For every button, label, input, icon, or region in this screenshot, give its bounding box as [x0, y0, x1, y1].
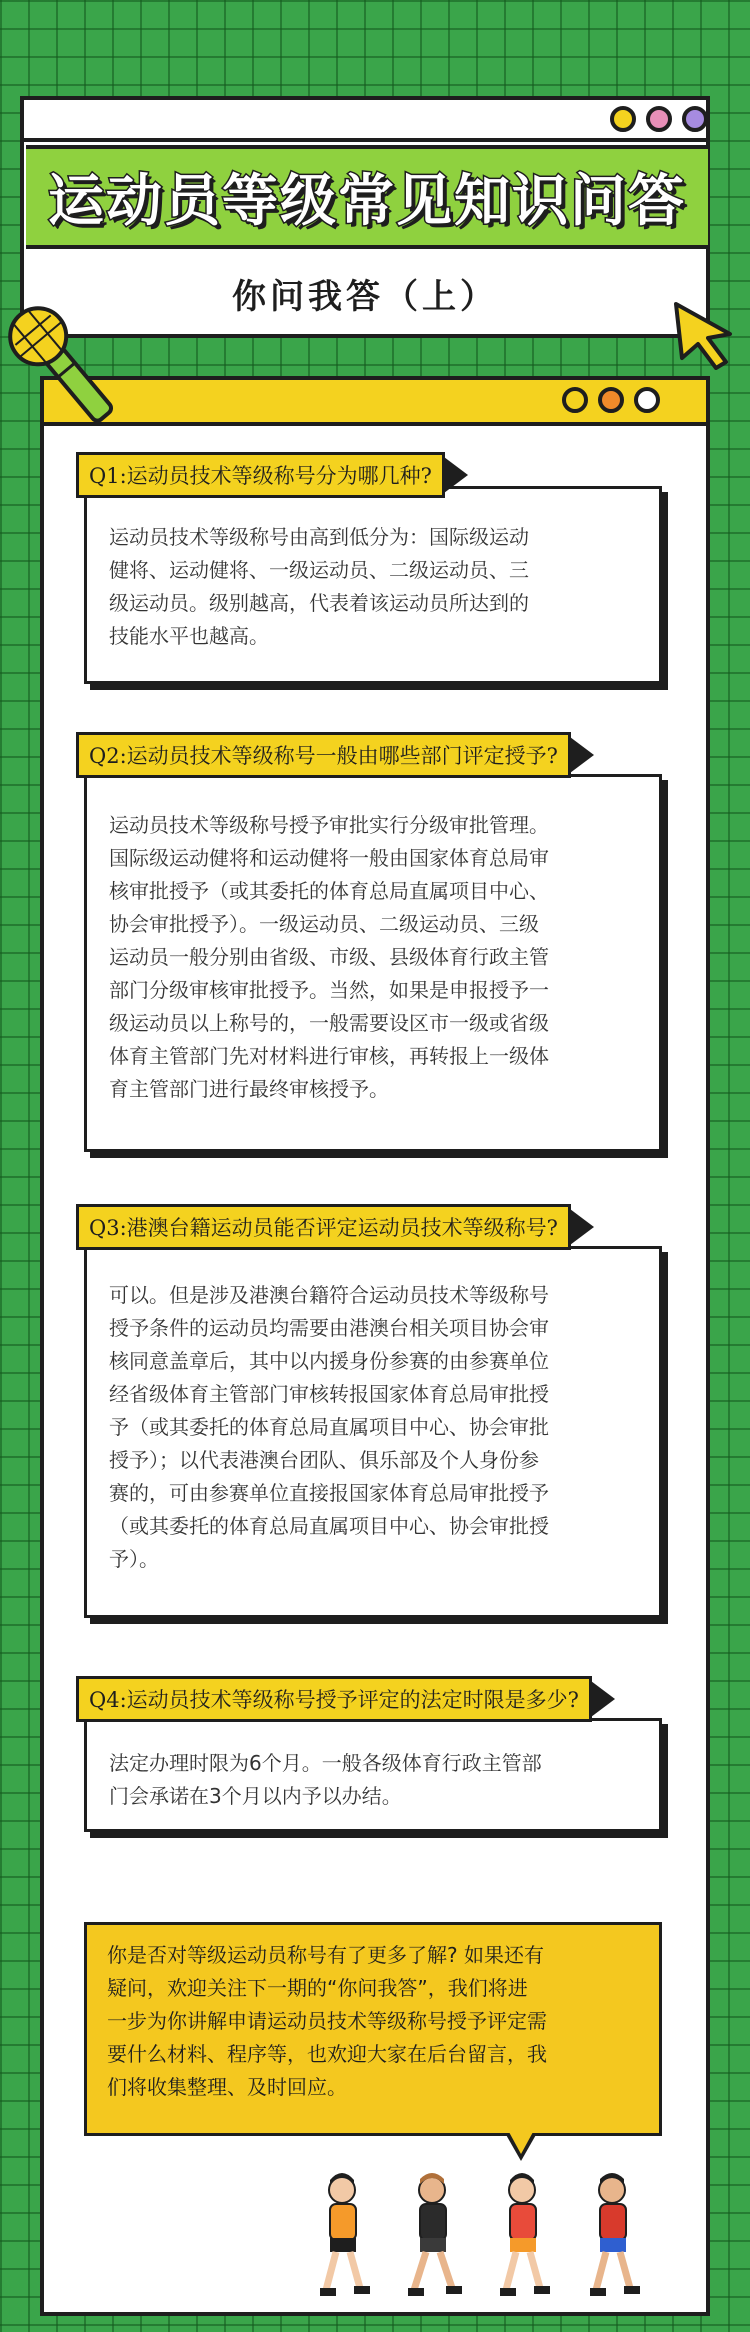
answer-line: 核同意盖章后，其中以内援身份参赛的由参赛单位: [109, 1349, 549, 1373]
answer-line: 予）。: [109, 1547, 159, 1571]
microphone-icon: [0, 300, 130, 440]
runner-red-shirt-icon: [500, 2173, 550, 2296]
card-top-bar: [44, 380, 706, 426]
qa-answer: [109, 1747, 649, 1813]
answer-line: 运动员技术等级称号由高到低分为：国际级运动: [109, 525, 529, 549]
qa-answer-box: [84, 774, 662, 1152]
answer-line: 级运动员以上称号的，一般需要设区市一级或省级: [109, 1011, 549, 1035]
answer-line: 运动员技术等级称号授予审批实行分级审批管理。: [109, 813, 549, 837]
cta-line: 们将收集整理、及时回应。: [107, 2075, 347, 2099]
answer-line: 核审批授予（或其委托的体育总局直属项目中心、: [109, 879, 549, 903]
question-text: Q3:港澳台籍运动员能否评定运动员技术等级称号?: [89, 1216, 558, 1240]
pink-dot-icon: [646, 106, 672, 132]
qa-answer-box: [84, 486, 662, 684]
answer-line: 协会审批授予）。一级运动员、二级运动员、三级: [109, 912, 539, 936]
qa-answer: [109, 809, 649, 1106]
question-tag: [76, 1676, 592, 1722]
cta-line: 一步为你讲解申请运动员技术等级称号授予评定需: [107, 2009, 547, 2033]
answer-line: 育主管部门进行最终审核授予。: [109, 1077, 389, 1101]
yellow-dot-icon: [562, 387, 588, 413]
orange-dot-icon: [598, 387, 624, 413]
runner-red-vest-icon: [590, 2173, 640, 2296]
runner-dark-shirt-icon: [408, 2173, 462, 2296]
question-text: Q1:运动员技术等级称号分为哪几种?: [89, 464, 432, 488]
cta-line: 疑问，欢迎关注下一期的“你问我答”，我们将进: [107, 1976, 528, 2000]
cta-line: 要什么材料、程序等，也欢迎大家在后台留言，我: [107, 2042, 547, 2066]
runners-illustration: [300, 2170, 700, 2320]
answer-line: 赛的，可由参赛单位直接报国家体育总局审批授予: [109, 1481, 549, 1505]
qa-answer-box: [84, 1718, 662, 1832]
answer-line: 级运动员。级别越高，代表着该运动员所达到的: [109, 591, 529, 615]
runner-orange-shirt-icon: [320, 2173, 370, 2296]
white-dot-icon: [634, 387, 660, 413]
question-tag: [76, 1204, 571, 1250]
question-text: Q4:运动员技术等级称号授予评定的法定时限是多少?: [89, 1688, 579, 1712]
qa-answer: [109, 1279, 649, 1576]
bubble-tail-fill: [509, 2132, 533, 2154]
qa-answer: [109, 521, 649, 653]
answer-line: （或其委托的体育总局直属项目中心、协会审批授: [109, 1514, 549, 1538]
cursor-arrow-icon: [672, 300, 742, 370]
question-tag: [76, 732, 571, 778]
question-text: Q2:运动员技术等级称号一般由哪些部门评定授予?: [89, 744, 558, 768]
answer-line: 法定办理时限为6个月。一般各级体育行政主管部: [109, 1751, 542, 1775]
answer-line: 部门分级审核审批授予。当然，如果是申报授予一: [109, 978, 549, 1002]
answer-line: 健将、运动健将、一级运动员、二级运动员、三: [109, 558, 529, 582]
answer-line: 经省级体育主管部门审核转报国家体育总局审批授: [109, 1382, 549, 1406]
answer-line: 体育主管部门先对材料进行审核，再转报上一级体: [109, 1044, 549, 1068]
answer-line: 授予条件的运动员均需要由港澳台相关项目协会审: [109, 1316, 549, 1340]
cta-line: 你是否对等级运动员称号有了更多了解? 如果还有: [107, 1943, 544, 1967]
cta-text: [107, 1939, 647, 2104]
header-window-bar: [24, 100, 706, 142]
answer-line: 可以。但是涉及港澳台籍符合运动员技术等级称号: [109, 1283, 549, 1307]
title-banner: [26, 145, 708, 249]
answer-line: 授予）；以代表港澳台团队、俱乐部及个人身份参: [109, 1448, 539, 1472]
yellow-dot-icon: [610, 106, 636, 132]
page-subtitle: 你问我答（上）: [232, 277, 498, 317]
question-tag: [76, 452, 445, 498]
qa-answer-box: [84, 1246, 662, 1618]
purple-dot-icon: [682, 106, 708, 132]
answer-line: 技能水平也越高。: [109, 624, 269, 648]
answer-line: 予（或其委托的体育总局直属项目中心、协会审批: [109, 1415, 549, 1439]
answer-line: 门会承诺在3个月以内予以办结。: [109, 1784, 402, 1808]
page-title: 运动员等级常见知识问答: [48, 169, 686, 234]
answer-line: 国际级运动健将和运动健将一般由国家体育总局审: [109, 846, 549, 870]
cta-speech-bubble: [84, 1922, 662, 2136]
answer-line: 运动员一般分别由省级、市级、县级体育行政主管: [109, 945, 549, 969]
